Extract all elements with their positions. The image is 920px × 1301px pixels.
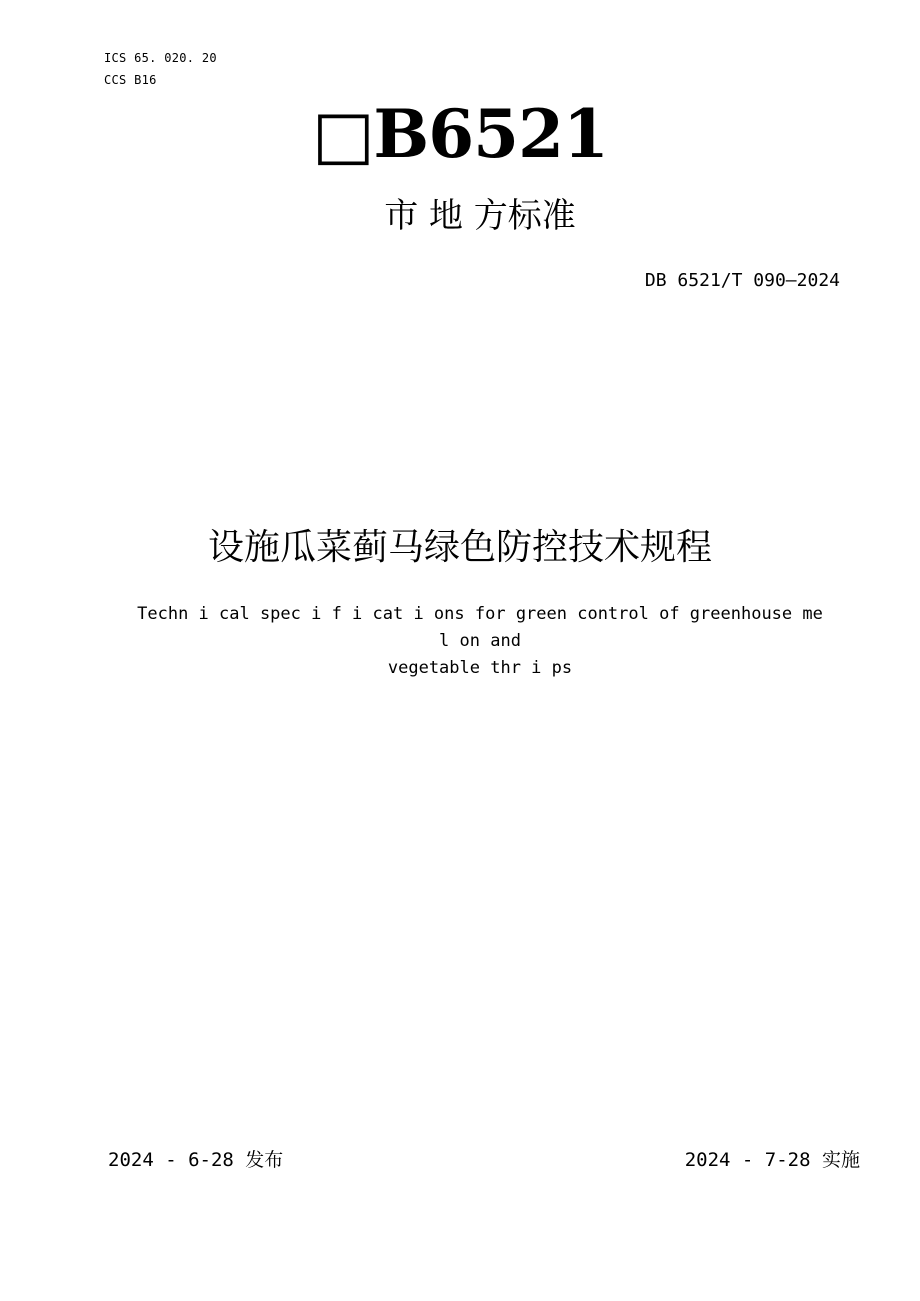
ccs-code: CCS B16 (104, 73, 157, 87)
standard-mark: □B6521 (312, 95, 608, 173)
title-en-line: Techn i cal spec i f i cat i ons for green control of greenhouse me (137, 604, 823, 624)
ics-code: ICS 65. 020. 20 (104, 51, 217, 65)
issue-date: 2024 - 6-28 发布 (108, 1149, 284, 1171)
standard-level: 市 地 方标准 (384, 196, 576, 236)
title-en-line: l on and (439, 631, 521, 651)
document-title-en (100, 601, 860, 682)
standard-number: DB 6521/T 090—2024 (644, 270, 840, 291)
implementation-date: 2024 - 7-28 实施 (684, 1149, 860, 1171)
title-en-line: vegetable thr i ps (387, 658, 573, 678)
document-title-zh: 设施瓜菜蓟马绿色防控技术规程 (207, 527, 712, 568)
